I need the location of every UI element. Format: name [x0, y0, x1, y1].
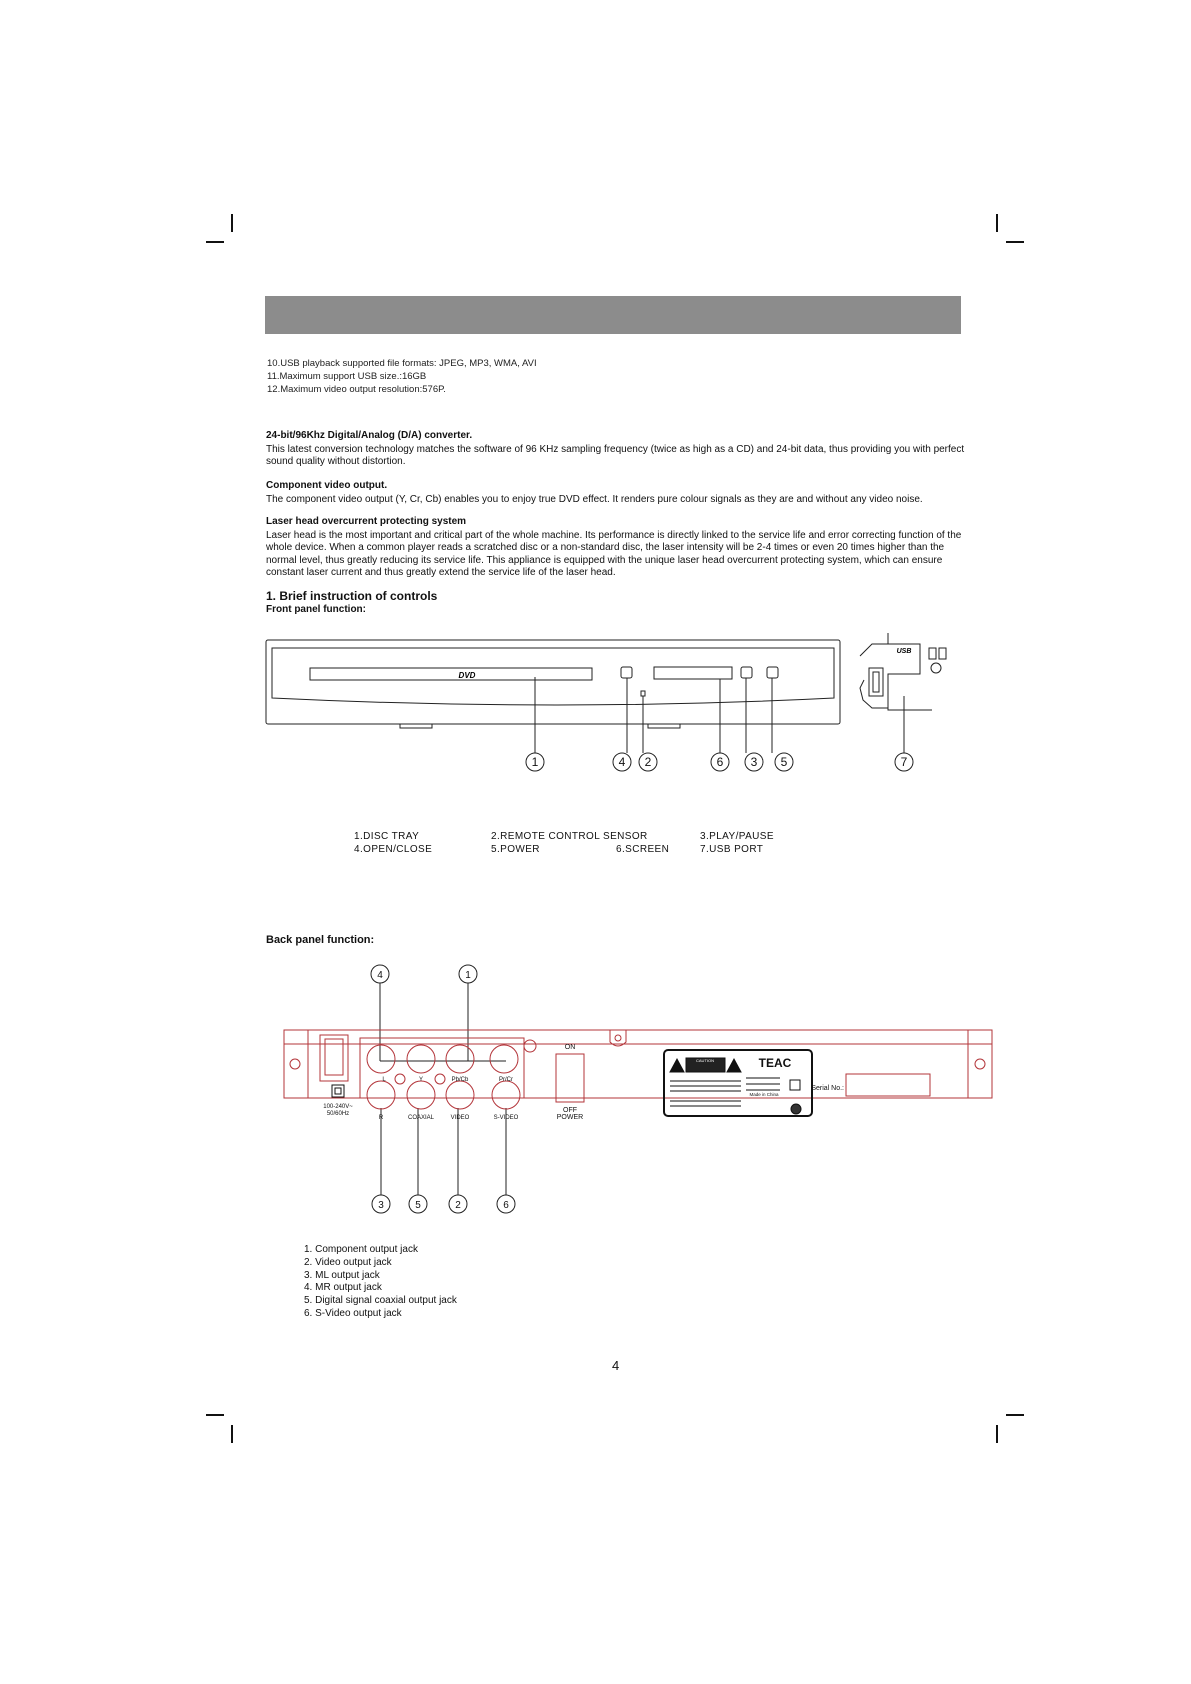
power-cord-block [320, 1035, 348, 1081]
back-panel-chassis [284, 1030, 992, 1098]
play-pause-button [741, 667, 752, 678]
callout-number: 4 [377, 970, 383, 981]
feature-title: Component video output. [266, 480, 388, 491]
jack-pb-output [446, 1045, 474, 1073]
page-number: 4 [612, 1358, 620, 1373]
legend-power: 5.POWER [491, 844, 540, 855]
feature-body: The component video output (Y, Cr, Cb) enables you to enjoy true DVD effect. It renders pure colour signals as they are and without any video noise. [266, 493, 923, 505]
callout-number: 3 [750, 755, 758, 769]
feature-body: Laser head is the most important and critical part of the whole machine. Its performance is directly linked to the service life and error correcting function of the whole device. When a common player reads a scratched disc or a non-standard disc, the laser intensity will be 2-4 times or even 20 times higher than the normal level, thus greatly reducing its service life. This appliance is equipped with the unique laser head overcurrent protecting system, which can ensure constant laser current and thus greatly extend the service life of the laser head. [266, 529, 962, 578]
usb-logo: USB [896, 648, 912, 655]
serial-number-box [846, 1074, 930, 1096]
frequency-label: 50/60Hz [326, 1111, 350, 1117]
side-jack-b [939, 648, 946, 659]
callout-number: 2 [455, 1200, 461, 1211]
back-legend-item: 5. Digital signal coaxial output jack [304, 1295, 457, 1307]
switch-on-label: ON [564, 1044, 576, 1051]
back-panel-legend [304, 1244, 457, 1321]
power-button [767, 667, 778, 678]
callout-number: 3 [378, 1200, 384, 1211]
jack-label-pr: Pr/Cr [499, 1077, 513, 1083]
brand-logo: TEAC [758, 1056, 792, 1070]
double-insulation-symbol [332, 1085, 344, 1097]
feature-component-video [266, 480, 966, 506]
crop-mark-bottom-right-v [996, 1425, 998, 1443]
rack-hole-left [290, 1059, 300, 1069]
switch-power-label: POWER [556, 1114, 584, 1121]
front-panel-diagram [260, 628, 1000, 804]
side-screw [931, 663, 941, 673]
front-legend-col-1 [354, 830, 432, 856]
section-title: 1. Brief instruction of controls [266, 589, 438, 603]
crop-mark-top-right-v [996, 214, 998, 232]
voltage-label: 100-240V~ [323, 1104, 353, 1110]
player-front-bevel [272, 648, 834, 705]
jack-svideo-output [492, 1081, 520, 1109]
jack-y-output [407, 1045, 435, 1073]
label-insulation-symbol [790, 1080, 800, 1090]
warning-triangle-left [670, 1059, 684, 1072]
legend-disc-tray: 1.DISC TRAY [354, 831, 420, 842]
crop-mark-top-right-h [1006, 241, 1024, 243]
switch-off-label: OFF [563, 1107, 577, 1114]
crop-mark-top-left-h [206, 241, 224, 243]
jack-mr-output [367, 1045, 395, 1073]
caution-text: CAUTION [696, 1058, 714, 1063]
disc-tray-slot [310, 668, 592, 680]
crop-mark-bottom-right-h [1006, 1414, 1024, 1416]
feature-laser-protection [266, 516, 966, 580]
warning-triangle-right [727, 1059, 741, 1072]
jack-video-output [446, 1081, 474, 1109]
feature-title: Laser head overcurrent protecting system [266, 516, 467, 527]
back-legend-item: 1. Component output jack [304, 1244, 418, 1255]
ground-screw-left [395, 1074, 405, 1084]
section-header-bar [265, 296, 961, 334]
callout-number: 2 [644, 755, 652, 769]
callout-number: 1 [531, 755, 539, 769]
callout-number: 1 [465, 970, 471, 981]
made-in-label: Made in China [749, 1092, 779, 1097]
usb-port-inner [873, 672, 879, 692]
callout-number: 5 [780, 755, 788, 769]
jack-pr-output [490, 1045, 518, 1073]
back-legend-item: 2. Video output jack [304, 1256, 392, 1268]
player-foot-right [648, 724, 680, 728]
crop-mark-top-left-v [231, 214, 233, 232]
crop-mark-bottom-left-v [231, 1425, 233, 1443]
front-panel-title: Front panel function: [266, 604, 366, 615]
back-legend-item: 6. S-Video output jack [304, 1307, 402, 1319]
jack-panel [360, 1038, 524, 1098]
legend-open-close: 4.OPEN/CLOSE [354, 844, 433, 855]
certification-mark [791, 1104, 801, 1114]
rack-hole-right [975, 1059, 985, 1069]
spec-list [267, 357, 537, 396]
open-close-button [621, 667, 632, 678]
feature-dac [266, 430, 966, 469]
back-panel-diagram [280, 958, 1000, 1218]
player-foot-left [400, 724, 432, 728]
back-legend-item: 4. MR output jack [304, 1282, 382, 1294]
feature-title: 24-bit/96Khz Digital/Analog (D/A) converter. [266, 430, 473, 441]
jack-label-y: Y [418, 1077, 424, 1083]
player-side-view [860, 633, 932, 710]
callout-number: 6 [503, 1200, 509, 1211]
legend-remote-sensor: 2.REMOTE CONTROL SENSOR [491, 831, 648, 842]
callout-number: 5 [415, 1200, 421, 1211]
jack-label-pb: Pb/Cb [451, 1077, 469, 1083]
ground-screw-right [435, 1074, 445, 1084]
double-insulation-inner [335, 1088, 341, 1094]
side-jack-a [929, 648, 936, 659]
player-front-body [266, 640, 840, 724]
rack-ear-left [284, 1030, 308, 1098]
legend-usb-port: 7.USB PORT [700, 844, 764, 855]
rack-ear-right [968, 1030, 992, 1098]
feature-body: This latest conversion technology matches the software of 96 KHz sampling frequency (twice as high as a CD) and 24-bit data, thus providing you with perfect sound quality without distortion. [266, 443, 965, 467]
back-legend-item: 3. ML output jack [304, 1269, 380, 1281]
chassis-screw [615, 1035, 621, 1041]
screen-display [654, 667, 732, 679]
remote-sensor [641, 691, 645, 696]
legend-play-pause: 3.PLAY/PAUSE [700, 831, 774, 842]
front-legend-col-3 [700, 830, 774, 856]
back-panel-title: Back panel function: [266, 934, 375, 946]
jack-label-r: R [378, 1115, 384, 1121]
spec-item: 12.Maximum video output resolution:576P. [267, 384, 446, 395]
spec-item: 11.Maximum support USB size.:16GB [267, 371, 427, 382]
ground-screw-top [524, 1040, 536, 1052]
callout-number: 6 [716, 755, 724, 769]
crop-mark-bottom-left-h [206, 1414, 224, 1416]
callout-number: 4 [618, 755, 626, 769]
spec-item: 10.USB playback supported file formats: JPEG, MP3, WMA, AVI [267, 358, 537, 369]
dvd-logo: DVD [458, 671, 476, 680]
jack-coaxial-output [407, 1081, 435, 1109]
jack-label-l: L [382, 1077, 386, 1083]
callout-number: 7 [900, 755, 908, 769]
serial-number-label: Serial No.: [811, 1085, 844, 1092]
jack-label-video: VIDEO [450, 1115, 470, 1121]
jack-label-svideo: S-VIDEO [493, 1115, 519, 1121]
jack-ml-output [367, 1081, 395, 1109]
jack-label-coaxial: COAXIAL [407, 1115, 435, 1121]
front-legend-screen: 6.SCREEN [616, 844, 670, 855]
power-switch [556, 1054, 584, 1102]
